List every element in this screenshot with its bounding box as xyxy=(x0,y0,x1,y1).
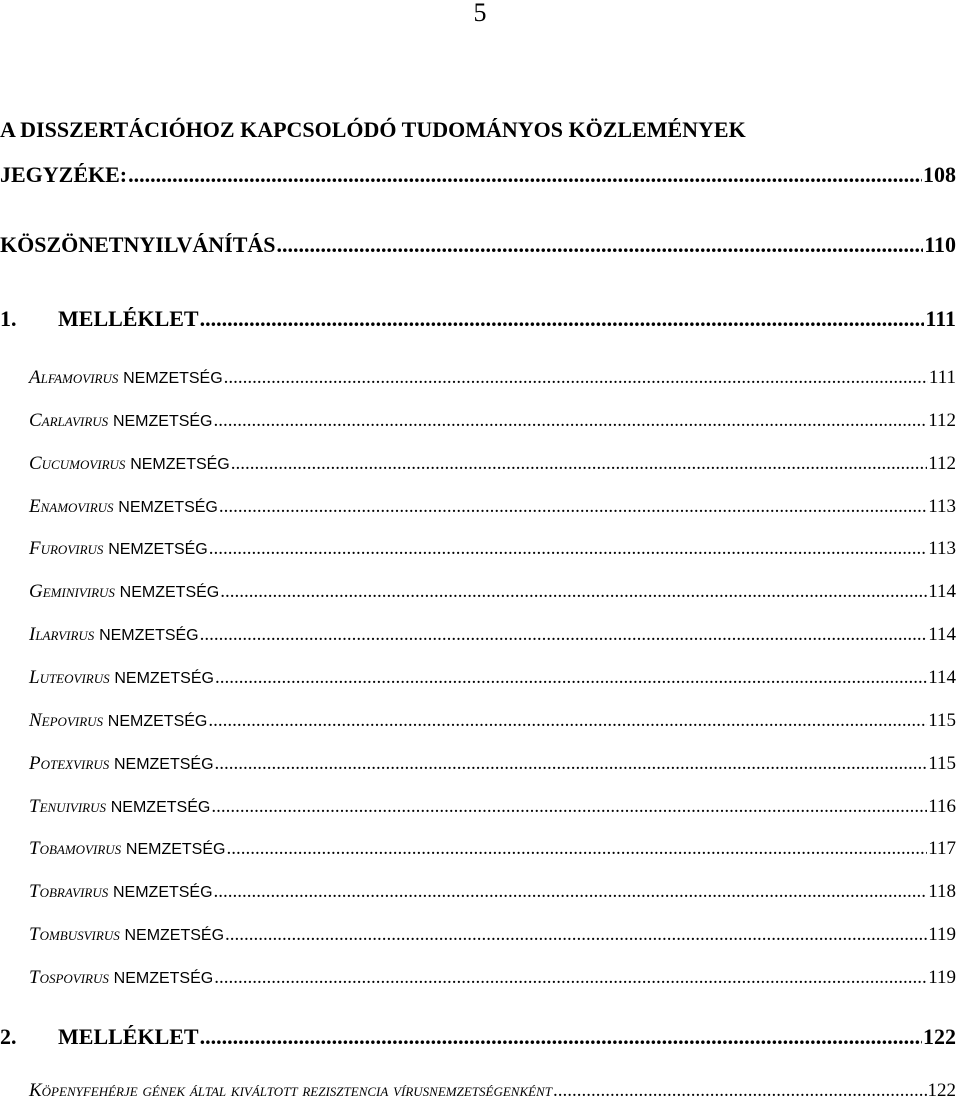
toc-entry-coat-protein[interactable] xyxy=(29,1080,956,1102)
dot-leader xyxy=(277,232,924,258)
page-ref: 115 xyxy=(928,710,956,731)
genus-name: Tobravirus xyxy=(29,881,109,902)
genus-name: Alfamovirus xyxy=(29,367,119,388)
genus-name: Tospovirus xyxy=(29,967,109,988)
dot-leader xyxy=(231,453,927,475)
dot-leader xyxy=(214,410,928,432)
genus-name: Ilarvirus xyxy=(29,624,95,645)
toc-entry-genus[interactable] xyxy=(29,367,956,389)
page-ref: 122 xyxy=(927,1080,956,1101)
toc-entry-genus[interactable] xyxy=(29,581,956,603)
genus-suffix: NEMZETSÉG xyxy=(130,456,230,473)
page-ref: 112 xyxy=(928,410,956,431)
dot-leader xyxy=(224,367,928,389)
page-ref: 117 xyxy=(928,838,956,859)
genus-suffix: NEMZETSÉG xyxy=(119,584,220,601)
dot-leader xyxy=(214,881,928,903)
toc-entry-acknowledgements[interactable] xyxy=(0,232,956,258)
page-ref: 115 xyxy=(928,753,956,774)
dot-leader xyxy=(200,624,928,646)
page-ref: 114 xyxy=(928,667,956,688)
dot-leader xyxy=(226,838,927,860)
appendix-number: 2. xyxy=(0,1024,17,1049)
page-ref: 111 xyxy=(928,367,956,388)
toc-entry-publications-line2[interactable] xyxy=(0,162,956,188)
genus-name: Cucumovirus xyxy=(29,453,126,474)
toc-entry-genus[interactable] xyxy=(29,496,956,518)
dot-leader xyxy=(208,710,927,732)
genus-name: Tenuivirus xyxy=(29,796,106,817)
page-ref: 114 xyxy=(928,581,956,602)
acknowledgements-title: KÖSZÖNETNYILVÁNÍTÁS xyxy=(0,232,276,257)
page-ref: 111 xyxy=(925,306,956,331)
toc-entry-genus[interactable] xyxy=(29,753,956,775)
genus-suffix: NEMZETSÉG xyxy=(113,970,214,987)
genus-name: Potexvirus xyxy=(29,753,110,774)
page-ref: 119 xyxy=(928,924,956,945)
genus-suffix: NEMZETSÉG xyxy=(123,370,223,387)
genus-name: Carlavirus xyxy=(29,410,109,431)
page-ref: 112 xyxy=(928,453,956,474)
toc-entry-genus[interactable] xyxy=(29,667,956,689)
page-ref: 113 xyxy=(928,538,956,559)
publications-title-line2: JEGYZÉKE: xyxy=(0,162,128,187)
toc-entry-genus[interactable] xyxy=(29,710,956,732)
toc-entry-genus[interactable] xyxy=(29,538,956,560)
genus-suffix: NEMZETSÉG xyxy=(118,499,218,516)
genus-suffix: NEMZETSÉG xyxy=(113,756,214,773)
genus-suffix: NEMZETSÉG xyxy=(114,670,214,687)
genus-suffix: NEMZETSÉG xyxy=(110,799,211,816)
genus-name: Tobamovirus xyxy=(29,838,122,859)
appendix-title: MELLÉKLET xyxy=(58,306,199,331)
toc-entry-genus[interactable] xyxy=(29,410,956,432)
page-ref: 119 xyxy=(928,967,956,988)
toc-entry-genus[interactable] xyxy=(29,796,956,818)
page-ref: 116 xyxy=(928,796,956,817)
toc-entry-genus[interactable] xyxy=(29,838,956,860)
publications-title-line1: A DISSZERTÁCIÓHOZ KAPCSOLÓDÓ TUDOMÁNYOS KÖZLEMÉNYEK xyxy=(0,117,746,142)
genus-suffix: NEMZETSÉG xyxy=(99,627,199,644)
toc-entry-genus[interactable] xyxy=(29,881,956,903)
dot-leader xyxy=(220,581,927,603)
genus-name: Enamovirus xyxy=(29,496,114,517)
page-ref: 113 xyxy=(928,496,956,517)
dot-leader xyxy=(219,496,927,518)
toc-entry-genus[interactable] xyxy=(29,967,956,989)
genus-name: Furovirus xyxy=(29,538,104,559)
genus-name: Geminivirus xyxy=(29,581,115,602)
page-ref: 118 xyxy=(928,881,956,902)
dot-leader xyxy=(225,924,927,946)
genus-name: Luteovirus xyxy=(29,667,110,688)
appendix-title: MELLÉKLET xyxy=(58,1024,199,1049)
dot-leader xyxy=(211,796,927,818)
dot-leader xyxy=(215,667,927,689)
toc-entry-genus[interactable] xyxy=(29,924,956,946)
toc-entry-genus[interactable] xyxy=(29,624,956,646)
dot-leader xyxy=(215,753,928,775)
toc-entry-appendix-1[interactable] xyxy=(0,306,956,332)
genus-suffix: NEMZETSÉG xyxy=(112,413,213,430)
dot-leader xyxy=(209,538,927,560)
page-ref: 122 xyxy=(923,1024,956,1049)
genus-name: Nepovirus xyxy=(29,710,104,731)
page-ref: 110 xyxy=(924,232,956,257)
toc-entry-appendix-2[interactable] xyxy=(0,1024,956,1050)
appendix-number: 1. xyxy=(0,306,17,331)
toc-entry-genus[interactable] xyxy=(29,453,956,475)
dot-leader xyxy=(128,162,922,188)
toc-entry-publications[interactable] xyxy=(0,117,746,143)
dot-leader xyxy=(200,1024,922,1050)
genus-suffix: NEMZETSÉG xyxy=(124,927,225,944)
page-number: 5 xyxy=(473,0,487,27)
entry-title: Köpenyfehérje gének által kiváltott rezisztencia vírusnemzetségenként xyxy=(29,1080,552,1101)
genus-suffix: NEMZETSÉG xyxy=(125,841,226,858)
dot-leader xyxy=(553,1080,927,1102)
dot-leader xyxy=(200,306,925,332)
dot-leader xyxy=(214,967,927,989)
page-ref: 114 xyxy=(928,624,956,645)
page-ref: 108 xyxy=(923,162,956,187)
genus-suffix: NEMZETSÉG xyxy=(107,713,208,730)
genus-suffix: NEMZETSÉG xyxy=(108,541,208,558)
genus-suffix: NEMZETSÉG xyxy=(112,884,213,901)
genus-name: Tombusvirus xyxy=(29,924,120,945)
